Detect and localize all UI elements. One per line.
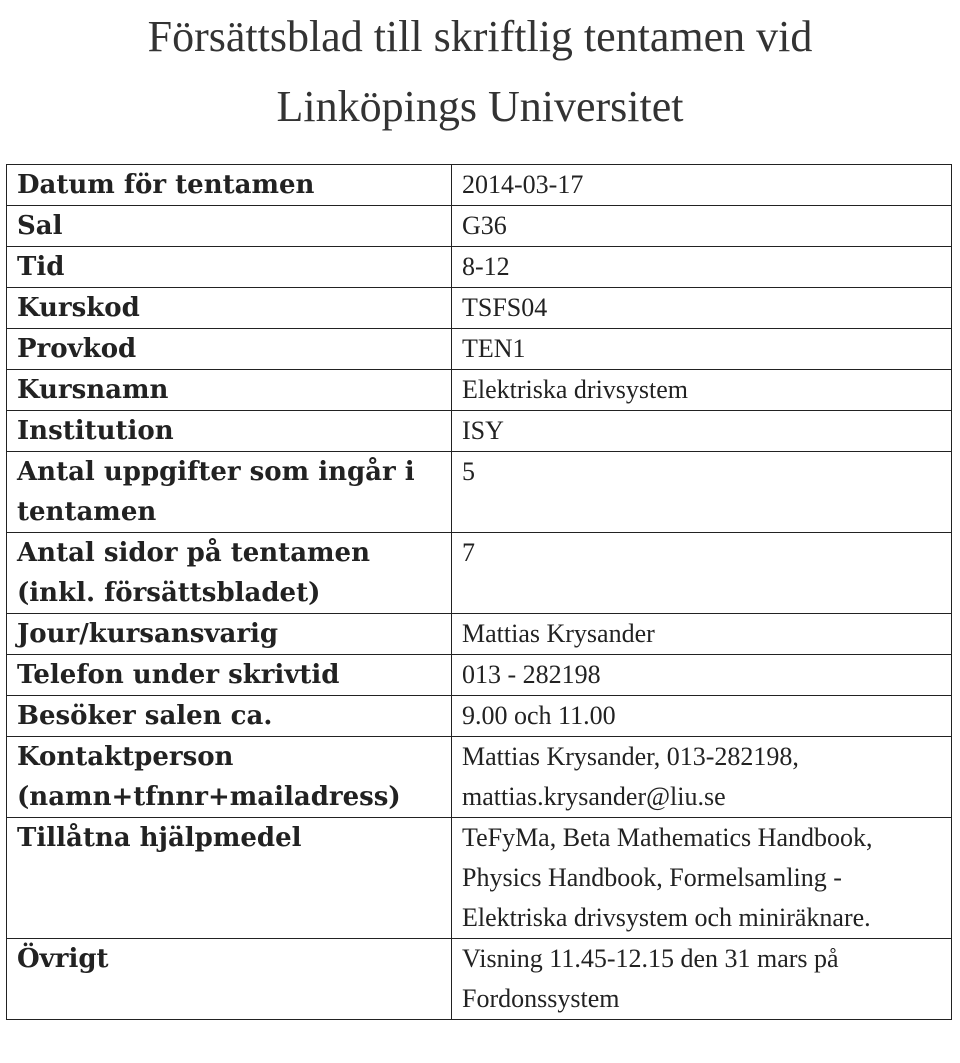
- table-row: [7, 411, 952, 452]
- row-label: Kontaktperson (namn+tfnnr+mailadress): [7, 737, 452, 818]
- table-row: [7, 452, 952, 533]
- table-row: [7, 533, 952, 614]
- row-value: 5: [452, 452, 952, 533]
- row-label: Sal: [7, 206, 452, 247]
- row-value: 9.00 och 11.00: [452, 696, 952, 737]
- row-label: Tid: [7, 247, 452, 288]
- row-value: TEN1: [452, 329, 952, 370]
- table-row: [7, 329, 952, 370]
- table-row: [7, 614, 952, 655]
- row-label: Jour/kursansvarig: [7, 614, 452, 655]
- table-row: [7, 737, 952, 818]
- title-line-1: Försättsblad till skriftlig tentamen vid: [147, 12, 813, 61]
- exam-info-table: [6, 164, 952, 1020]
- row-value: G36: [452, 206, 952, 247]
- row-value: 7: [452, 533, 952, 614]
- row-value: Visning 11.45-12.15 den 31 mars på Fordonssystem: [452, 939, 952, 1020]
- table-row: [7, 247, 952, 288]
- row-value: 013 - 282198: [452, 655, 952, 696]
- row-value: Mattias Krysander, 013-282198, mattias.krysander@liu.se: [452, 737, 952, 818]
- page-title: [0, 2, 960, 142]
- title-line-2: Linköpings Universitet: [276, 82, 684, 131]
- table-row: [7, 288, 952, 329]
- row-value: TSFS04: [452, 288, 952, 329]
- row-value: Mattias Krysander: [452, 614, 952, 655]
- row-value: 2014-03-17: [452, 165, 952, 206]
- table-row: [7, 206, 952, 247]
- table-row: [7, 165, 952, 206]
- table-row: [7, 696, 952, 737]
- row-label: Tillåtna hjälpmedel: [7, 818, 452, 939]
- row-label: Besöker salen ca.: [7, 696, 452, 737]
- row-label: Provkod: [7, 329, 452, 370]
- row-label: Telefon under skrivtid: [7, 655, 452, 696]
- row-label: Kurskod: [7, 288, 452, 329]
- row-value: TeFyMa, Beta Mathematics Handbook, Physics Handbook, Formelsamling - Elektriska drivsystem och miniräknare.: [452, 818, 952, 939]
- row-value: Elektriska drivsystem: [452, 370, 952, 411]
- table-row: [7, 818, 952, 939]
- row-value: ISY: [452, 411, 952, 452]
- row-value: 8-12: [452, 247, 952, 288]
- row-label: Antal sidor på tentamen (inkl. försättsbladet): [7, 533, 452, 614]
- row-label: Kursnamn: [7, 370, 452, 411]
- row-label: Antal uppgifter som ingår i tentamen: [7, 452, 452, 533]
- table-row: [7, 370, 952, 411]
- row-label: Institution: [7, 411, 452, 452]
- table-row: [7, 939, 952, 1020]
- table-row: [7, 655, 952, 696]
- row-label: Övrigt: [7, 939, 452, 1020]
- row-label: Datum för tentamen: [7, 165, 452, 206]
